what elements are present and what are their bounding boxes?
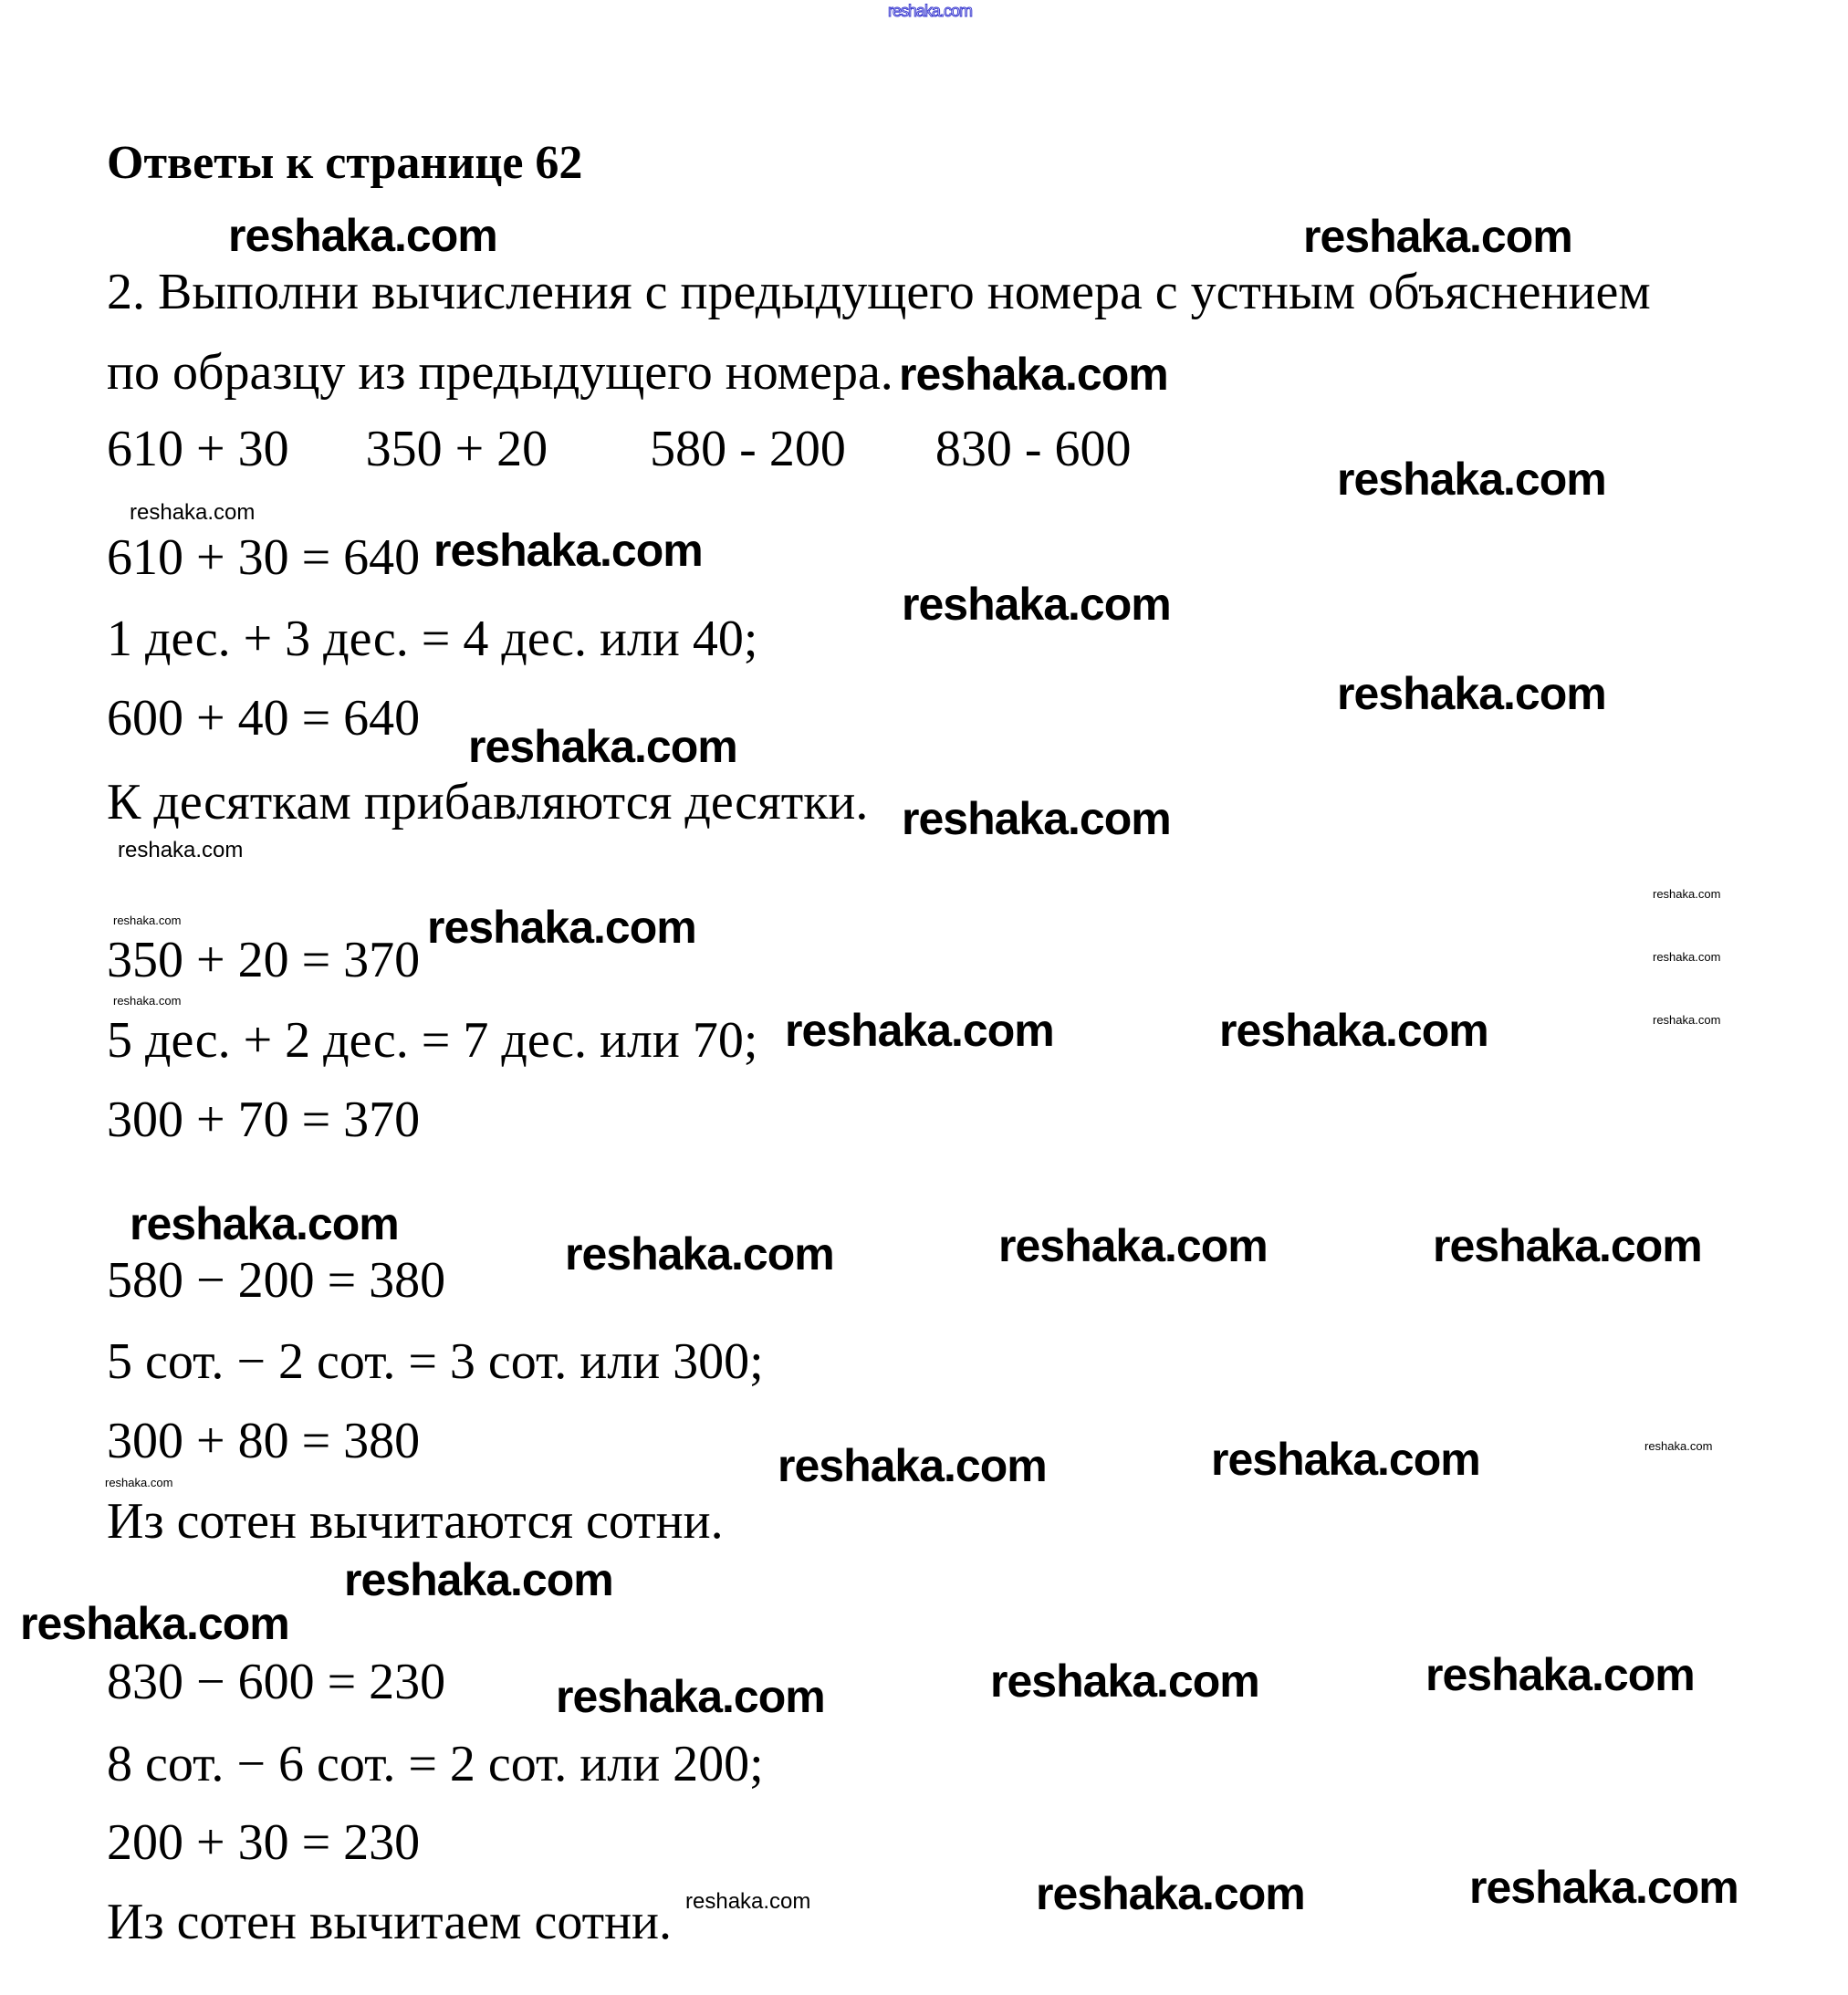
- page-title: Ответы к странице 62: [107, 137, 583, 189]
- watermark-text: reshaka.com: [685, 1889, 811, 1914]
- watermark-text: reshaka.com: [344, 1554, 613, 1605]
- watermark-text: reshaka.com: [778, 1440, 1047, 1491]
- watermark-text: reshaka.com: [1303, 211, 1572, 262]
- watermark-text: reshaka.com: [785, 1005, 1054, 1056]
- watermark-text: reshaka.com: [468, 721, 737, 772]
- answer-line: 200 + 30 = 230: [107, 1814, 421, 1871]
- watermark-text: reshaka.com: [1036, 1868, 1305, 1919]
- answer-line: 5 сот. − 2 сот. = 3 сот. или 300;: [107, 1333, 764, 1390]
- watermark-text: reshaka.com: [902, 793, 1171, 844]
- answer-line: 8 сот. − 6 сот. = 2 сот. или 200;: [107, 1736, 764, 1792]
- watermark-text: reshaka.com: [20, 1598, 289, 1649]
- watermark-text: reshaka.com: [1425, 1649, 1695, 1700]
- watermark-text: reshaka.com: [1653, 1013, 1721, 1027]
- watermark-text: reshaka.com: [228, 210, 497, 261]
- watermark-text: reshaka.com: [556, 1671, 825, 1722]
- watermark-text: reshaka.com: [899, 349, 1168, 400]
- watermark-text: reshaka.com: [1653, 887, 1721, 901]
- watermark-text: reshaka.com: [118, 838, 244, 862]
- watermark-text: reshaka.com: [105, 1476, 173, 1489]
- watermark-text: reshaka.com: [1337, 668, 1606, 719]
- answer-line: 610 + 30 = 640: [107, 529, 421, 586]
- answer-line: 1 дес. + 3 дес. = 4 дес. или 40;: [107, 611, 758, 667]
- watermark-text: reshaka.com: [1644, 1439, 1713, 1453]
- answer-line: К десяткам прибавляются десятки.: [107, 774, 869, 830]
- watermark-text: reshaka.com: [113, 914, 182, 927]
- answer-line: 610 + 30 350 + 20 580 - 200 830 - 600: [107, 421, 1132, 477]
- answer-line: 350 + 20 = 370: [107, 932, 421, 988]
- answer-line: по образцу из предыдущего номера.: [107, 344, 893, 401]
- watermark-text: reshaka.com: [1653, 950, 1721, 964]
- watermark-text: reshaka.com: [1469, 1862, 1738, 1913]
- answer-line: 600 + 40 = 640: [107, 690, 421, 747]
- answer-line: 300 + 80 = 380: [107, 1413, 421, 1469]
- watermark-text: reshaka.com: [1211, 1434, 1480, 1485]
- answer-line: 5 дес. + 2 дес. = 7 дес. или 70;: [107, 1012, 758, 1069]
- watermark-text: reshaka.com: [1433, 1220, 1702, 1271]
- watermark-text: reshaka.com: [998, 1220, 1268, 1271]
- answer-line: Из сотен вычитаем сотни.: [107, 1894, 673, 1950]
- watermark-text: reshaka.com: [888, 2, 973, 20]
- watermark-text: reshaka.com: [565, 1228, 834, 1280]
- answer-line: 830 − 600 = 230: [107, 1654, 446, 1710]
- answer-line: Из сотен вычитаются сотни.: [107, 1493, 724, 1550]
- answer-line: 580 − 200 = 380: [107, 1252, 446, 1309]
- watermark-text: reshaka.com: [130, 500, 256, 525]
- answer-line: 300 + 70 = 370: [107, 1092, 421, 1148]
- watermark-text: reshaka.com: [130, 1198, 399, 1249]
- watermark-text: reshaka.com: [990, 1656, 1259, 1707]
- watermark-text: reshaka.com: [427, 902, 696, 953]
- watermark-text: reshaka.com: [113, 994, 182, 1008]
- watermark-text: reshaka.com: [433, 525, 703, 576]
- watermark-text: reshaka.com: [902, 579, 1171, 630]
- watermark-text: reshaka.com: [1219, 1005, 1488, 1056]
- watermark-text: reshaka.com: [1337, 454, 1606, 505]
- answer-line: 2. Выполни вычисления с предыдущего номера с устным объяснением: [107, 264, 1651, 320]
